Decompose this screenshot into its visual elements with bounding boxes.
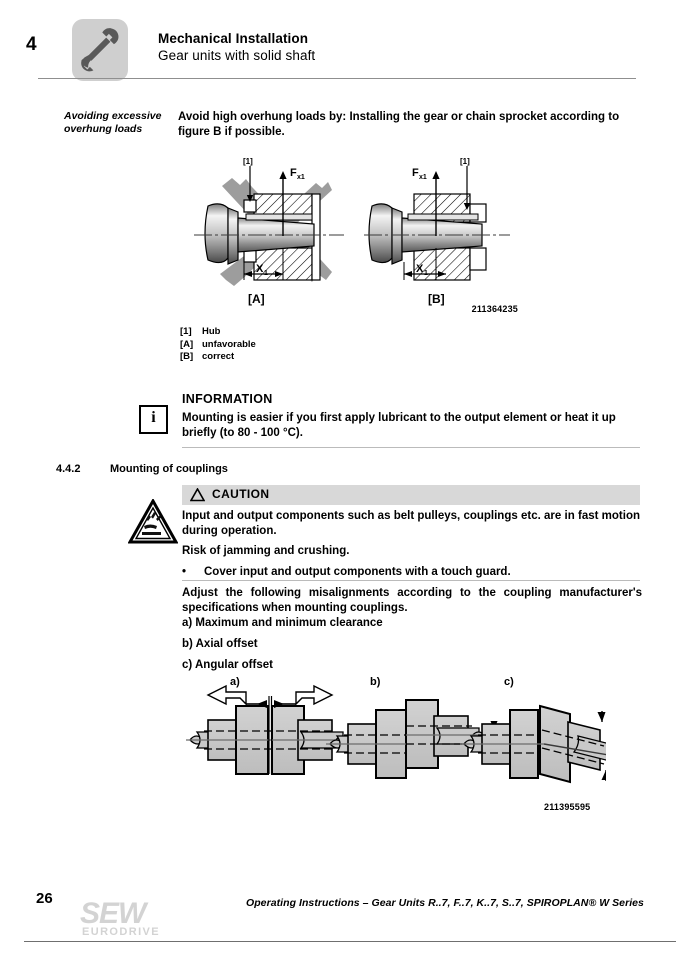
footer-text: Operating Instructions – Gear Units R..7, F..7, K..7, S..7, SPIROPLAN® W Series <box>246 897 644 909</box>
caution-bullet-item <box>182 566 640 578</box>
margin-note: Avoiding excessive overhung loads <box>64 110 162 135</box>
information-box <box>182 392 640 440</box>
warning-triangle-icon <box>190 488 205 507</box>
sew-eurodrive-logo <box>80 895 192 939</box>
misalignment-item-b: b) Axial offset <box>182 638 258 650</box>
page-header <box>0 0 700 92</box>
caution-body: Input and output components such as belt pulleys, couplings etc. are in fast motion during operation. <box>182 510 640 537</box>
figure1-hub-label-a: [1] <box>243 157 253 166</box>
svg-text:X: X <box>416 263 424 275</box>
page-number: 26 <box>36 890 53 907</box>
figure-coupling-svg <box>186 678 606 803</box>
figure2-label-a: a) <box>230 676 240 688</box>
svg-text:x1: x1 <box>297 174 305 181</box>
figure-overhung-loads <box>186 152 516 322</box>
misalignment-item-a: a) Maximum and minimum clearance <box>182 617 383 629</box>
svg-text:SEW: SEW <box>80 897 146 930</box>
wrench-icon <box>72 19 128 81</box>
footer-divider <box>24 941 676 942</box>
caution-bullet-text: Cover input and output components with a touch guard. <box>204 566 511 578</box>
figure1-image-number: 211364235 <box>471 304 518 314</box>
svg-text:EURODRIVE: EURODRIVE <box>82 926 160 938</box>
figure-coupling-misalignments <box>186 676 606 812</box>
svg-text:X: X <box>256 263 264 275</box>
legend-key: [1] <box>180 326 192 337</box>
misalignment-item-c: c) Angular offset <box>182 659 273 671</box>
page-subtitle: Gear units with solid shaft <box>158 48 316 63</box>
page-title: Mechanical Installation <box>158 31 309 46</box>
legend-text: correct <box>202 351 235 362</box>
figure1-hub-label-b: [1] <box>460 157 470 166</box>
legend-item <box>180 339 256 352</box>
intro-paragraph: Avoid high overhung loads by: Installing the gear or chain sprocket according to figure B if possible. <box>178 111 620 138</box>
caution-risk: Risk of jamming and crushing. <box>182 545 350 557</box>
info-icon <box>139 405 168 434</box>
legend-text: Hub <box>202 326 221 337</box>
information-body: Mounting is easier if you first apply lubricant to the output element or heat it up briefly (to 80 - 100 °C). <box>182 412 616 439</box>
figure2-image-number: 211395595 <box>544 802 591 812</box>
svg-text:1: 1 <box>264 270 268 277</box>
information-divider <box>182 447 640 448</box>
warning-triangle-crush-hazard-icon <box>128 499 178 545</box>
svg-text:x1: x1 <box>419 174 427 181</box>
svg-text:F: F <box>290 167 297 179</box>
bullet-marker: • <box>182 566 187 578</box>
figure1-caption-b: [B] <box>428 292 445 306</box>
legend-text: unfavorable <box>202 338 256 350</box>
figure-overhung-loads-svg <box>186 152 516 302</box>
header-titles <box>158 31 315 64</box>
figure1-caption-a: [A] <box>248 292 265 306</box>
header-divider <box>38 78 636 79</box>
caution-divider <box>182 580 640 581</box>
section-title: Mounting of couplings <box>110 463 228 475</box>
legend-key: [B] <box>180 351 194 362</box>
info-icon-glyph: i <box>151 409 156 426</box>
svg-text:1: 1 <box>424 270 428 277</box>
legend-key: [A] <box>180 338 194 350</box>
adjust-paragraph: Adjust the following misalignments according to the coupling manufacturer's specifications when mounting couplings. <box>182 587 642 614</box>
svg-text:F: F <box>412 167 419 179</box>
section-number: 4.4.2 <box>56 463 81 475</box>
chapter-number: 4 <box>26 34 37 55</box>
legend-item <box>180 351 256 364</box>
caution-label: CAUTION <box>212 487 270 501</box>
legend-item <box>180 326 256 339</box>
figure2-label-c: c) <box>504 676 514 688</box>
figure2-label-b: b) <box>370 676 381 688</box>
information-title: INFORMATION <box>182 392 273 406</box>
figure1-legend <box>180 326 256 364</box>
